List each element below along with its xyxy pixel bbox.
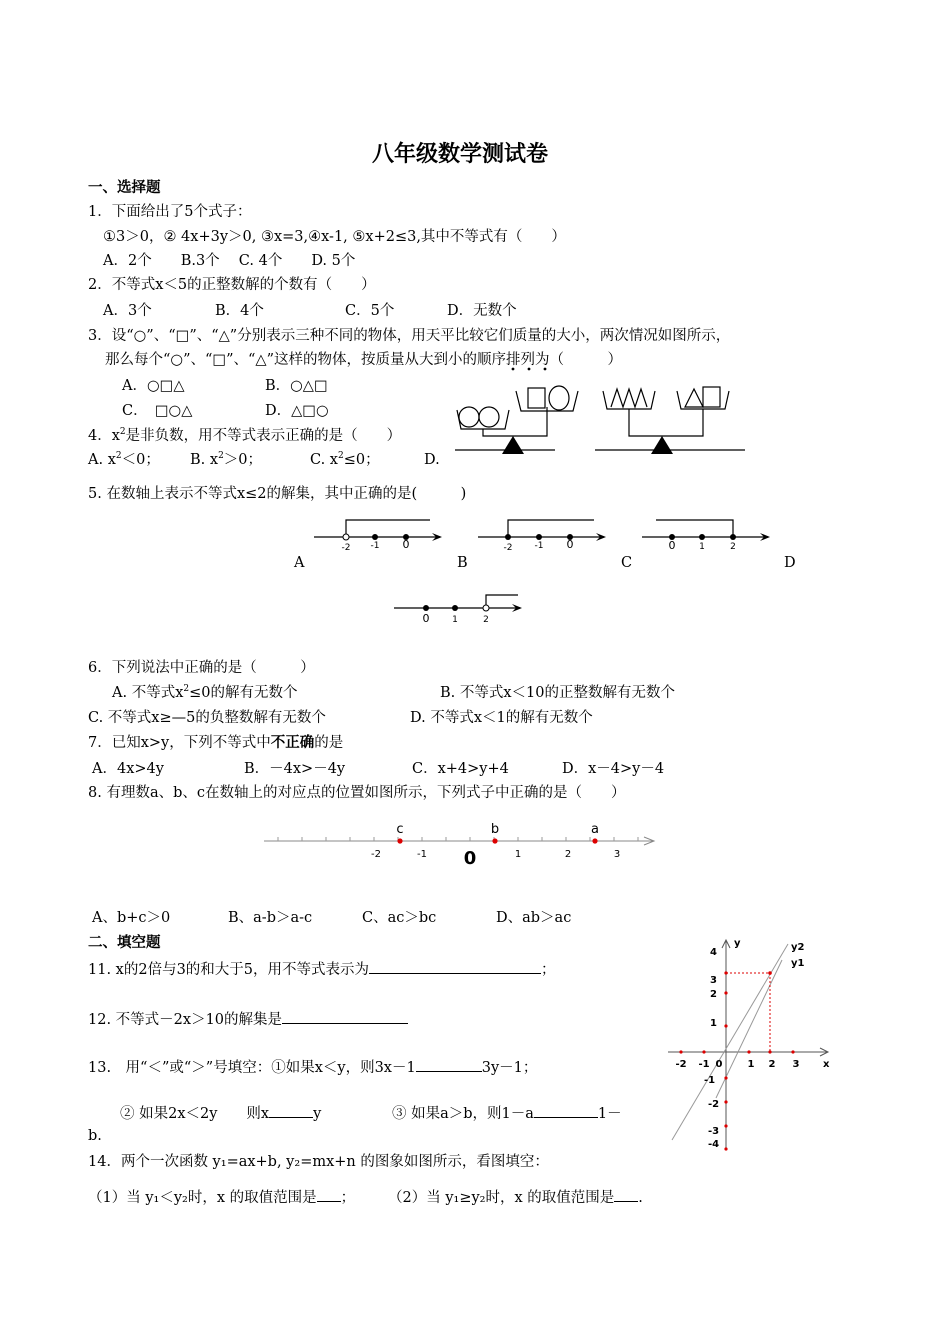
tick-label: 0 — [422, 612, 430, 625]
q5-label-b: B — [457, 555, 468, 571]
q11: 11. x的2倍与3的和大于5，用不等式表示为 ； — [88, 959, 556, 979]
tick-label: 1 — [452, 615, 458, 625]
q5-label-c: C — [621, 555, 633, 571]
tick-label: 1 — [514, 849, 522, 860]
q4-stem: 4．$x^2$是非负数，用不等式表示正确的是（ ） — [88, 427, 402, 444]
y-tick-label: 1 — [710, 1018, 717, 1029]
q5-label-d: D — [784, 555, 796, 571]
q3-option-a: A．○□△ — [122, 378, 185, 394]
q2-stem: 2．不等式x＜5的正整数解的个数有（ ） — [88, 277, 376, 293]
q1-items: ①3＞0，② 4x+3y＞0, ③x=3,④x-1, ⑤x+2≤3,其中不等式有（ ） — [103, 229, 566, 245]
q3-option-d: D．△□○ — [265, 403, 329, 419]
q7-stem: 7．已知x>y，下列不等式中不正确的是 — [88, 735, 344, 751]
balance-scales-figure — [445, 365, 745, 460]
q1-stem: 1．下面给出了5个式子： — [88, 204, 252, 220]
point-label-a: a — [591, 822, 599, 837]
section-heading-fill: 二、填空题 — [88, 935, 161, 951]
q5-label-a: A — [294, 555, 305, 571]
tick-label: -2 — [341, 543, 351, 553]
point-label-c: c — [396, 822, 404, 837]
q4-option-c: C. $x^2\le 0$； — [310, 451, 380, 468]
number-line-d — [392, 590, 527, 628]
q8-option-b: B、a-b＞a-c — [228, 910, 313, 926]
q2-option-b: B．4个 — [215, 303, 264, 319]
y-tick-label: -2 — [708, 1099, 720, 1110]
q3-option-c: C． □○△ — [122, 403, 193, 419]
origin-label: 0 — [463, 848, 477, 869]
x-tick-label: 2 — [768, 1059, 776, 1070]
tick-label: 2 — [730, 542, 736, 552]
y-tick-label: -1 — [704, 1075, 716, 1086]
q4-option-d: D. — [424, 452, 440, 468]
q3-stem-line2: 那么每个“○”、“□”、“△”这样的物体，按质量从大到小的顺序排列为（ ） — [105, 352, 622, 368]
q13-blank-3[interactable] — [534, 1103, 598, 1118]
tick-label: -1 — [417, 849, 427, 860]
y-tick-label: 4 — [710, 947, 717, 958]
q12: 12. 不等式－2x＞10的解集是 — [88, 1009, 408, 1029]
tick-label: -2 — [503, 543, 513, 553]
tick-label: 3 — [613, 849, 621, 860]
q2-option-d: D．无数个 — [447, 303, 517, 319]
balance-scale-1 — [455, 386, 578, 450]
tick-label: -2 — [371, 849, 381, 860]
line-label-y1: y1 — [791, 958, 805, 969]
y-tick-label: -3 — [708, 1126, 720, 1137]
tick-label: 0 — [402, 538, 410, 551]
x-axis-label: x — [823, 1059, 830, 1070]
q8-option-c: C、ac＞bc — [362, 910, 437, 926]
q8-number-line — [262, 818, 662, 868]
q14-blank-2[interactable] — [614, 1187, 638, 1202]
q5-stem: 5. 在数轴上表示不等式x≤2的解集，其中正确的是( ) — [88, 486, 467, 502]
q7-option-d: D．x－4>y－4 — [562, 761, 665, 777]
q8-option-d: D、ab＞ac — [496, 910, 572, 926]
q7-option-a: A．4x>4y — [92, 761, 164, 777]
number-line-a — [312, 515, 447, 553]
q1-options: A．2个 B.3个 C. 4个 D. 5个 — [103, 253, 356, 269]
tick-label: 0 — [566, 538, 574, 551]
q7-option-c: C．x+4>y+4 — [412, 761, 509, 777]
balance-scale-2 — [595, 387, 745, 450]
q14-blank-1[interactable] — [317, 1187, 341, 1202]
fulcrum-2 — [651, 436, 673, 454]
point-label-b: b — [490, 822, 500, 837]
q8-option-a: A、b+c＞0 — [92, 910, 171, 926]
q6-option-b: B. 不等式x＜10的正整数解有无数个 — [440, 685, 676, 701]
x-tick-label: 3 — [792, 1059, 800, 1070]
tick-label: -1 — [534, 541, 544, 551]
q4-option-b: B. $x^2>0$； — [190, 451, 263, 468]
q3-option-b: B．○△□ — [265, 378, 328, 394]
q6-stem: 6．下列说法中正确的是（ ） — [88, 660, 315, 676]
q4-option-a: A. $x^2<0$； — [88, 451, 160, 468]
section-heading-choice: 一、选择题 — [88, 180, 161, 196]
q13-line3: b. — [88, 1128, 102, 1144]
number-line-b — [476, 515, 611, 553]
q13-line2-b: ③ 如果a＞b，则1－a 1－ — [392, 1103, 622, 1123]
q6-option-a: A. 不等式$x^2\le 0$的解有无数个 — [112, 684, 298, 701]
q2-option-a: A．3个 — [103, 303, 152, 319]
page-title: 八年级数学测试卷 — [371, 142, 548, 167]
tick-label: 2 — [483, 615, 489, 625]
q14-stem: 14．两个一次函数 y₁=ax+b, y₂=mx+n 的图象如图所示，看图填空： — [88, 1154, 549, 1170]
x-tick-label: -1 — [698, 1059, 710, 1070]
number-line-c — [640, 515, 775, 553]
linear-functions-graph — [660, 930, 840, 1150]
tick-label: -1 — [370, 541, 380, 551]
fulcrum-1 — [502, 436, 524, 454]
q14-part2: （2）当 y₁≥y₂时，x 的取值范围是 . — [388, 1187, 643, 1207]
x-tick-label: 0 — [715, 1059, 723, 1070]
q11-blank[interactable] — [369, 959, 541, 974]
y-tick-label: 3 — [710, 975, 717, 986]
x-tick-label: -2 — [675, 1059, 687, 1070]
q2-option-c: C．5个 — [345, 303, 395, 319]
line-label-y2: y2 — [791, 942, 805, 953]
q13-line2-a: ② 如果2x＜2y 则x y — [120, 1103, 321, 1123]
q12-blank[interactable] — [282, 1009, 408, 1024]
q6-option-d: D. 不等式x＜1的解有无数个 — [410, 710, 593, 726]
q8-stem: 8. 有理数a、b、c在数轴上的对应点的位置如图所示，下列式子中正确的是（ ） — [88, 785, 626, 801]
q13-line1: 13. 用“＜”或“＞”号填空：①如果x＜y，则3x－1 3y－1； — [88, 1057, 537, 1077]
q14-part1: （1）当 y₁＜y₂时，x 的取值范围是 ； — [88, 1187, 355, 1207]
y-tick-label: 2 — [710, 989, 717, 1000]
q13-blank-2[interactable] — [269, 1103, 313, 1118]
tick-label: 1 — [699, 542, 705, 552]
tick-label: 0 — [668, 539, 676, 552]
q3-stem-line1: 3．设“○”、“□”、“△”分别表示三种不同的物体，用天平比较它们质量的大小，两次情况如图所示， — [88, 328, 731, 344]
q13-blank-1[interactable] — [416, 1057, 482, 1072]
tick-label: 2 — [564, 849, 572, 860]
emphasis-dots — [512, 368, 547, 371]
x-tick-label: 1 — [747, 1059, 755, 1070]
q7-option-b: B．－4x>－4y — [244, 761, 346, 777]
q6-option-c: C. 不等式x≥—5的负整数解有无数个 — [88, 710, 326, 726]
y-axis-label: y — [734, 938, 741, 949]
y-tick-label: -4 — [708, 1139, 720, 1150]
